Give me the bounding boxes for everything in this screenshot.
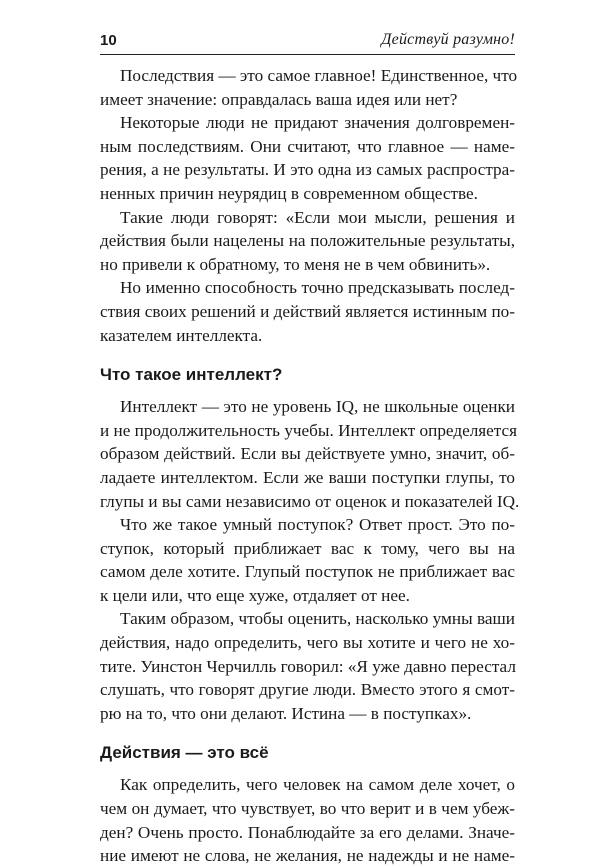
text-line: имеет значение: оправдалась ваша идея или нет? (100, 89, 458, 109)
text-line: тите. Уинстон Черчилль говорил: «Я уже давно перестал (100, 656, 516, 676)
page-number: 10 (100, 32, 117, 49)
paragraph (100, 513, 515, 607)
text-line: Интеллект — это не уровень IQ, не школьные оценки (120, 397, 515, 417)
section-heading: Что такое интеллект? (100, 365, 283, 385)
text-line: рения, а не результаты. И это одна из самых распростра- (100, 160, 515, 180)
text-line: чем он думает, что чувствует, во что верит и в чем убеж- (100, 799, 515, 819)
text-line: слушать, что говорят другие люди. Вместо этого я смот- (100, 680, 515, 700)
text-line: ненных причин неурядиц в современном обществе. (100, 183, 478, 203)
text-line: Что же такое умный поступок? Ответ прост. Это по- (120, 515, 515, 535)
paragraph (100, 395, 520, 513)
text-line: ступок, который приближает вас к тому, чего вы на (100, 538, 515, 558)
body-text (100, 64, 520, 868)
paragraph (100, 276, 515, 347)
text-line: действия были нацелены на положительные результаты, (100, 231, 515, 251)
text-line: ние имеют не слова, не желания, не надежды и не наме- (100, 846, 515, 866)
paragraph (100, 773, 515, 867)
paragraph (100, 111, 515, 205)
text-line: самом деле хотите. Глупый поступок не приближает вас (100, 562, 515, 582)
text-line: рю на то, что они делают. Истина — в поступках». (100, 703, 472, 723)
text-line: казателем интеллекта. (100, 325, 263, 345)
text-line: Как определить, чего человек на самом деле хочет, о (120, 775, 515, 795)
text-line: глупы и вы сами независимо от оценок и показателей IQ. (100, 491, 520, 511)
text-line: Но именно способность точно предсказывать послед- (120, 278, 515, 298)
text-line: но привели к обратному, то меня не в чем обвинить». (100, 254, 491, 274)
text-line: образом действий. Если вы действуете умно, значит, об- (100, 444, 515, 464)
text-line: Некоторые люди не придают значения долговремен- (120, 113, 515, 133)
paragraph (100, 607, 515, 725)
running-header (100, 30, 515, 55)
text-line: Таким образом, чтобы оценить, насколько умны ваши (120, 609, 515, 629)
text-line: к цели или, что еще хуже, отдаляет от нее. (100, 585, 410, 605)
text-line: ствия своих решений и действий является истинным по- (100, 301, 515, 321)
paragraph (100, 206, 515, 277)
text-line: Такие люди говорят: «Если мои мысли, решения и (120, 207, 515, 227)
text-line: действия, надо определить, чего вы хотите и чего не хо- (100, 633, 515, 653)
text-line: ден? Очень просто. Понаблюдайте за его делами. Значе- (100, 822, 515, 842)
paragraph (100, 64, 518, 111)
text-line: Последствия — это самое главное! Единственное, что (120, 66, 518, 85)
text-line: ным последствиям. Они считают, что главное — наме- (100, 136, 515, 156)
running-title: Действуй разумно! (381, 31, 515, 48)
text-line: и не продолжительность учебы. Интеллект определяется (100, 420, 518, 440)
section-heading: Действия — это всё (100, 743, 269, 763)
text-line: ладаете интеллектом. Если же ваши поступки глупы, то (100, 467, 515, 487)
